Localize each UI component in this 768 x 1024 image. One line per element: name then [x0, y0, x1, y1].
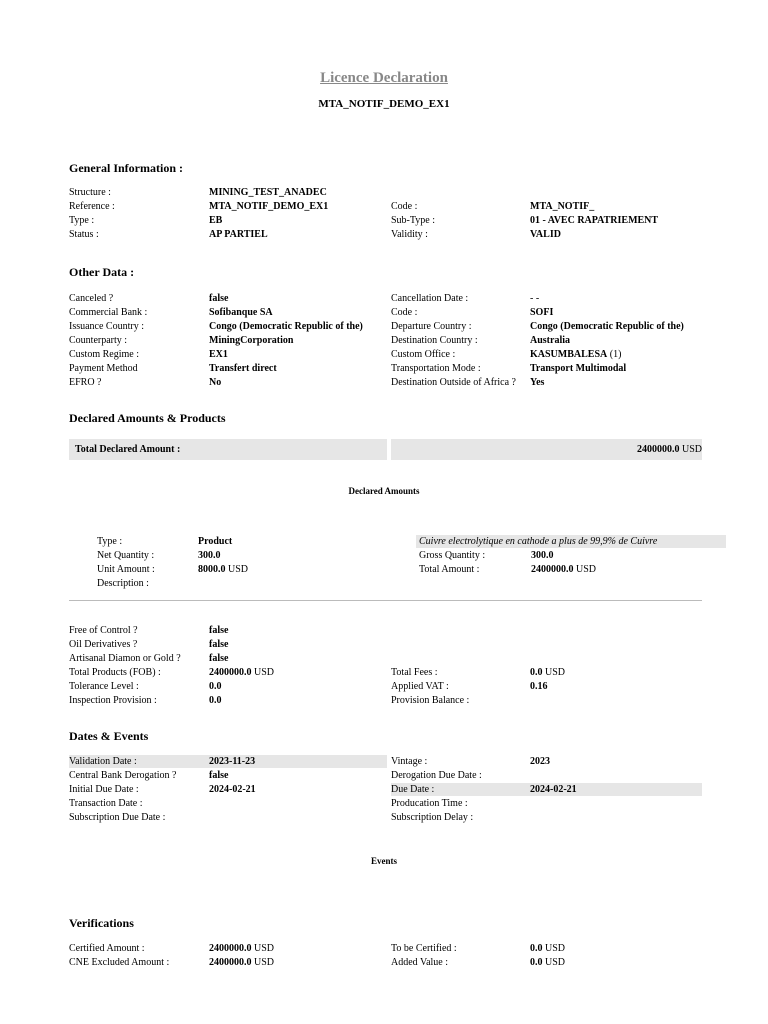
- production-time-label: Producation Time :: [391, 798, 468, 809]
- canceled-value: false: [209, 293, 229, 304]
- reference-value: MTA_NOTIF_DEMO_EX1: [209, 201, 329, 212]
- net-quantity-value: 300.0: [198, 550, 221, 561]
- bank-code-label: Code :: [391, 307, 418, 318]
- commercial-bank-value: Sofibanque SA: [209, 307, 273, 318]
- structure-value: MINING_TEST_ANADEC: [209, 187, 327, 198]
- description-label: Description :: [97, 578, 149, 589]
- total-amount: [531, 563, 596, 576]
- custom-office-value: KASUMBALESA: [530, 349, 608, 360]
- gross-quantity-label: Gross Quantity :: [419, 550, 486, 561]
- product-type-label: Type :: [97, 536, 123, 547]
- vintage-value: 2023: [530, 756, 550, 767]
- cne-excluded-unit: USD: [254, 957, 275, 968]
- issuance-country-label: Issuance Country :: [69, 321, 144, 332]
- verifications-heading: Verifications: [69, 916, 134, 930]
- derogation-value: false: [209, 770, 229, 781]
- total-fees-unit: USD: [545, 667, 566, 678]
- total-fob-unit: USD: [254, 667, 275, 678]
- certified-amount-value: 2400000.0: [209, 943, 252, 954]
- total-amount-label: Total Amount :: [419, 564, 480, 575]
- total-fees: [530, 666, 565, 679]
- departure-country-value: Congo (Democratic Republic of the): [530, 321, 684, 332]
- cancellation-date-label: Cancellation Date :: [391, 293, 469, 304]
- free-of-control-value: false: [209, 625, 229, 636]
- code-label: Code :: [391, 201, 418, 212]
- initial-due-value: 2024-02-21: [209, 784, 256, 795]
- total-fees-value: 0.0: [530, 667, 543, 678]
- custom-regime-label: Custom Regime :: [69, 349, 139, 360]
- applied-vat-value: 0.16: [530, 681, 548, 692]
- reference-label: Reference :: [69, 201, 115, 212]
- total-declared-unit: USD: [681, 444, 702, 455]
- initial-due-label: Initial Due Date :: [69, 784, 139, 795]
- product-description-cell: [416, 535, 726, 548]
- cne-excluded-label: CNE Excluded Amount :: [69, 957, 170, 968]
- cne-excluded-value: 2400000.0: [209, 957, 252, 968]
- custom-office-suffix: (1): [609, 349, 622, 360]
- added-value-value: 0.0: [530, 957, 543, 968]
- general-info-heading: General Information :: [69, 161, 183, 175]
- status-value: AP PARTIEL: [209, 229, 268, 240]
- payment-method-label: Payment Method: [69, 363, 138, 374]
- to-be-certified: [530, 942, 565, 955]
- total-fees-label: Total Fees :: [391, 667, 438, 678]
- total-declared-value-cell: [391, 439, 702, 460]
- tolerance-level-value: 0.0: [209, 681, 222, 692]
- other-data-heading: Other Data :: [69, 265, 135, 279]
- subscription-due-label: Subscription Due Date :: [69, 812, 166, 823]
- oil-derivatives-label: Oil Derivatives ?: [69, 639, 138, 650]
- commercial-bank-label: Commercial Bank :: [69, 307, 148, 318]
- added-value: [530, 956, 565, 969]
- custom-office-field: [530, 348, 621, 361]
- certified-amount-label: Certified Amount :: [69, 943, 145, 954]
- vintage-label: Vintage :: [391, 756, 428, 767]
- total-declared-amount: [637, 443, 702, 456]
- added-value-label: Added Value :: [391, 957, 449, 968]
- gross-quantity-value: 300.0: [531, 550, 554, 561]
- declaration-id: MTA_NOTIF_DEMO_EX1: [318, 98, 450, 110]
- subtype-value: 01 - AVEC RAPATRIEMENT: [530, 215, 659, 226]
- to-be-certified-unit: USD: [545, 943, 566, 954]
- validation-date-value: 2023-11-23: [209, 756, 256, 767]
- cne-excluded: [209, 956, 274, 969]
- total-fob-value: 2400000.0: [209, 667, 252, 678]
- counterparty-label: Counterparty :: [69, 335, 128, 346]
- total-fob: [209, 666, 274, 679]
- total-amount-unit: USD: [576, 564, 597, 575]
- added-value-unit: USD: [545, 957, 566, 968]
- section-divider: [69, 600, 702, 601]
- total-amount-value: 2400000.0: [531, 564, 574, 575]
- inspection-provision-label: Inspection Provision :: [69, 695, 157, 706]
- efro-value: No: [209, 377, 222, 388]
- destination-country-value: Australia: [530, 335, 570, 346]
- efro-label: EFRO ?: [69, 377, 102, 388]
- subtype-label: Sub-Type :: [391, 215, 436, 226]
- custom-regime-value: EX1: [209, 349, 228, 360]
- total-declared-label-cell: [69, 439, 387, 460]
- unit-amount-label: Unit Amount :: [97, 564, 155, 575]
- applied-vat-label: Applied VAT :: [391, 681, 449, 692]
- dates-events-heading: Dates & Events: [69, 729, 149, 743]
- declared-amounts-heading: Declared Amounts & Products: [69, 411, 226, 425]
- payment-method-value: Transfert direct: [209, 363, 277, 374]
- total-declared-value: 2400000.0: [636, 444, 680, 455]
- issuance-country-value: Congo (Democratic Republic of the): [209, 321, 363, 332]
- structure-label: Structure :: [69, 187, 111, 198]
- declared-amounts-subheading: Declared Amounts: [348, 486, 420, 496]
- validity-label: Validity :: [391, 229, 428, 240]
- due-date-value: 2024-02-21: [530, 784, 577, 795]
- transaction-date-label: Transaction Date :: [69, 798, 143, 809]
- product-type-value: Product: [198, 536, 233, 547]
- transportation-mode-value: Transport Multimodal: [530, 363, 627, 374]
- type-value: EB: [209, 215, 223, 226]
- subscription-delay-label: Subscription Delay :: [391, 812, 474, 823]
- free-of-control-label: Free of Control ?: [69, 625, 138, 636]
- cancellation-date-value: - -: [530, 293, 540, 304]
- transportation-mode-label: Transportation Mode :: [391, 363, 481, 374]
- canceled-label: Canceled ?: [69, 293, 114, 304]
- outside-africa-value: Yes: [530, 377, 545, 388]
- derogation-label: Central Bank Derogation ?: [69, 770, 177, 781]
- unit-amount-unit: USD: [228, 564, 249, 575]
- due-date-label: Due Date :: [391, 784, 435, 795]
- tolerance-level-label: Tolerance Level :: [69, 681, 139, 692]
- code-value: MTA_NOTIF_: [530, 201, 595, 212]
- destination-country-label: Destination Country :: [391, 335, 478, 346]
- custom-office-label: Custom Office :: [391, 349, 456, 360]
- events-subheading: Events: [370, 856, 397, 866]
- total-fob-label: Total Products (FOB) :: [69, 667, 161, 678]
- provision-balance-label: Provision Balance :: [391, 695, 470, 706]
- validity-value: VALID: [530, 229, 561, 240]
- page-title: Licence Declaration: [320, 70, 448, 86]
- unit-amount: [198, 563, 248, 576]
- artisanal-value: false: [209, 653, 229, 664]
- validation-date-label: Validation Date :: [69, 756, 137, 767]
- inspection-provision-value: 0.0: [209, 695, 222, 706]
- type-label: Type :: [69, 215, 95, 226]
- status-label: Status :: [69, 229, 99, 240]
- net-quantity-label: Net Quantity :: [97, 550, 155, 561]
- certified-amount-unit: USD: [254, 943, 275, 954]
- outside-africa-label: Destination Outside of Africa ?: [391, 377, 516, 388]
- departure-country-label: Departure Country :: [391, 321, 472, 332]
- bank-code-value: SOFI: [530, 307, 554, 318]
- to-be-certified-value: 0.0: [530, 943, 543, 954]
- oil-derivatives-value: false: [209, 639, 229, 650]
- product-description: Cuivre electrolytique en cathode a plus de 99,9% de Cuivre: [419, 536, 658, 547]
- to-be-certified-label: To be Certified :: [391, 943, 457, 954]
- artisanal-label: Artisanal Diamon or Gold ?: [69, 653, 181, 664]
- counterparty-value: MiningCorporation: [209, 335, 294, 346]
- derogation-due-label: Derogation Due Date :: [391, 770, 482, 781]
- certified-amount: [209, 942, 274, 955]
- unit-amount-value: 8000.0: [198, 564, 226, 575]
- total-declared-label: Total Declared Amount :: [75, 444, 181, 455]
